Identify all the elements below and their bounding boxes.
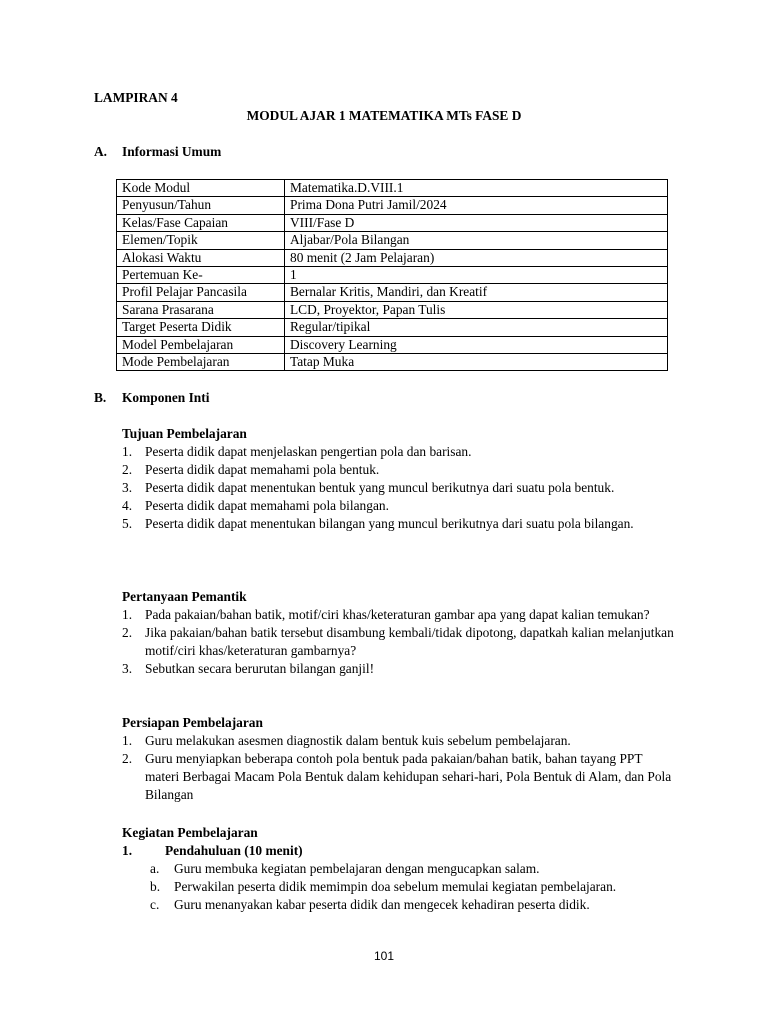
info-value: Matematika.D.VIII.1 <box>285 180 668 197</box>
list-item <box>122 443 674 461</box>
list-item-number: 1. <box>122 607 133 622</box>
list-item-text: Guru menanyakan kabar peserta didik dan mengecek kehadiran peserta didik. <box>174 897 590 912</box>
info-key: Elemen/Topik <box>117 232 285 249</box>
list-item-text: Jika pakaian/bahan batik tersebut disambung kembali/tidak dipotong, dapatkah kalian melanjutkan motif/ciri khas/keteraturan gambarnya? <box>145 625 674 658</box>
info-row <box>117 197 668 214</box>
list-item-number: 3. <box>122 661 133 676</box>
persiapan-list <box>122 732 674 804</box>
info-value: Aljabar/Pola Bilangan <box>285 232 668 249</box>
info-value: VIII/Fase D <box>285 214 668 231</box>
pendahuluan-heading <box>122 842 303 860</box>
tujuan-list <box>122 443 674 533</box>
document-title-text: MODUL AJAR 1 MATEMATIKA MTs FASE D <box>246 108 522 123</box>
info-value: 1 <box>285 267 668 284</box>
list-item-text: Peserta didik dapat memahami pola bentuk. <box>145 462 380 477</box>
info-row <box>117 354 668 371</box>
list-item <box>150 896 674 914</box>
list-item <box>122 479 674 497</box>
info-value: 80 menit (2 Jam Pelajaran) <box>285 249 668 266</box>
section-b-heading <box>94 389 209 407</box>
tujuan-heading: Tujuan Pembelajaran <box>122 426 247 441</box>
section-b-letter: B. <box>94 390 107 405</box>
info-key: Pertemuan Ke- <box>117 267 285 284</box>
info-row <box>117 232 668 249</box>
info-value: Bernalar Kritis, Mandiri, dan Kreatif <box>285 284 668 301</box>
list-item-number: b. <box>150 879 161 894</box>
info-value: LCD, Proyektor, Papan Tulis <box>285 301 668 318</box>
info-row <box>117 319 668 336</box>
document-title <box>0 107 768 125</box>
list-item-text: Sebutkan secara berurutan bilangan ganjil! <box>145 661 375 676</box>
info-key: Sarana Prasarana <box>117 301 285 318</box>
list-item-text: Perwakilan peserta didik memimpin doa sebelum memulai kegiatan pembelajaran. <box>174 879 617 894</box>
list-item-number: 3. <box>122 480 133 495</box>
section-a-letter: A. <box>94 144 108 159</box>
list-item-text: Peserta didik dapat menentukan bentuk yang muncul berikutnya dari suatu pola bentuk. <box>145 480 615 495</box>
list-item-number: a. <box>150 861 160 876</box>
info-key: Kelas/Fase Capaian <box>117 214 285 231</box>
list-item-number: 2. <box>122 462 133 477</box>
pemantik-list <box>122 606 674 678</box>
list-item-number: 1. <box>122 444 133 459</box>
section-a-title: Informasi Umum <box>122 144 222 159</box>
list-item-text: Guru melakukan asesmen diagnostik dalam bentuk kuis sebelum pembelajaran. <box>145 733 571 748</box>
info-key: Target Peserta Didik <box>117 319 285 336</box>
info-key: Profil Pelajar Pancasila <box>117 284 285 301</box>
pemantik-heading: Pertanyaan Pemantik <box>122 589 247 604</box>
list-item <box>122 497 674 515</box>
list-item <box>122 515 674 533</box>
info-value: Prima Dona Putri Jamil/2024 <box>285 197 668 214</box>
list-item-text: Peserta didik dapat menentukan bilangan yang muncul berikutnya dari suatu pola bilangan. <box>145 516 634 531</box>
list-item-number: 5. <box>122 516 133 531</box>
info-table <box>116 179 668 371</box>
persiapan-heading: Persiapan Pembelajaran <box>122 715 263 730</box>
info-key: Alokasi Waktu <box>117 249 285 266</box>
list-item-text: Guru membuka kegiatan pembelajaran dengan mengucapkan salam. <box>174 861 540 876</box>
list-item-number: 2. <box>122 625 133 640</box>
pendahuluan-number: 1. <box>122 843 133 858</box>
info-key: Model Pembelajaran <box>117 336 285 353</box>
kegiatan-heading: Kegiatan Pembelajaran <box>122 825 258 840</box>
info-row <box>117 180 668 197</box>
info-value: Discovery Learning <box>285 336 668 353</box>
list-item-number: 4. <box>122 498 133 513</box>
lampiran-label: LAMPIRAN 4 <box>94 90 178 105</box>
page-number: 101 <box>373 949 395 963</box>
info-key: Mode Pembelajaran <box>117 354 285 371</box>
pendahuluan-list <box>150 860 674 914</box>
list-item <box>122 660 674 678</box>
list-item-text: Peserta didik dapat menjelaskan pengertian pola dan barisan. <box>145 444 472 459</box>
list-item-number: c. <box>150 897 160 912</box>
list-item-number: 1. <box>122 733 133 748</box>
info-table-body <box>117 180 668 371</box>
pendahuluan-title: Pendahuluan (10 menit) <box>165 843 303 858</box>
section-a-heading <box>94 143 221 161</box>
info-row <box>117 249 668 266</box>
list-item <box>122 461 674 479</box>
info-key: Penyusun/Tahun <box>117 197 285 214</box>
info-row <box>117 214 668 231</box>
list-item-number: 2. <box>122 751 133 766</box>
info-row <box>117 336 668 353</box>
info-key: Kode Modul <box>117 180 285 197</box>
info-row <box>117 284 668 301</box>
list-item <box>122 732 674 750</box>
list-item <box>150 860 674 878</box>
info-row <box>117 267 668 284</box>
list-item <box>122 606 674 624</box>
info-value: Regular/tipikal <box>285 319 668 336</box>
list-item-text: Peserta didik dapat memahami pola bilangan. <box>145 498 389 513</box>
list-item-text: Guru menyiapkan beberapa contoh pola bentuk pada pakaian/bahan batik, bahan tayang PPT materi Berbagai Macam Pola Bentuk dalam kehidupan sehari-hari, Pola Bentuk di Alam, dan Pola Bilangan <box>145 751 672 802</box>
info-value: Tatap Muka <box>285 354 668 371</box>
list-item-text: Pada pakaian/bahan batik, motif/ciri khas/keteraturan gambar apa yang dapat kalian temukan? <box>145 607 650 622</box>
section-b-title: Komponen Inti <box>122 390 210 405</box>
list-item <box>150 878 674 896</box>
info-row <box>117 301 668 318</box>
list-item <box>122 624 674 660</box>
list-item <box>122 750 674 804</box>
